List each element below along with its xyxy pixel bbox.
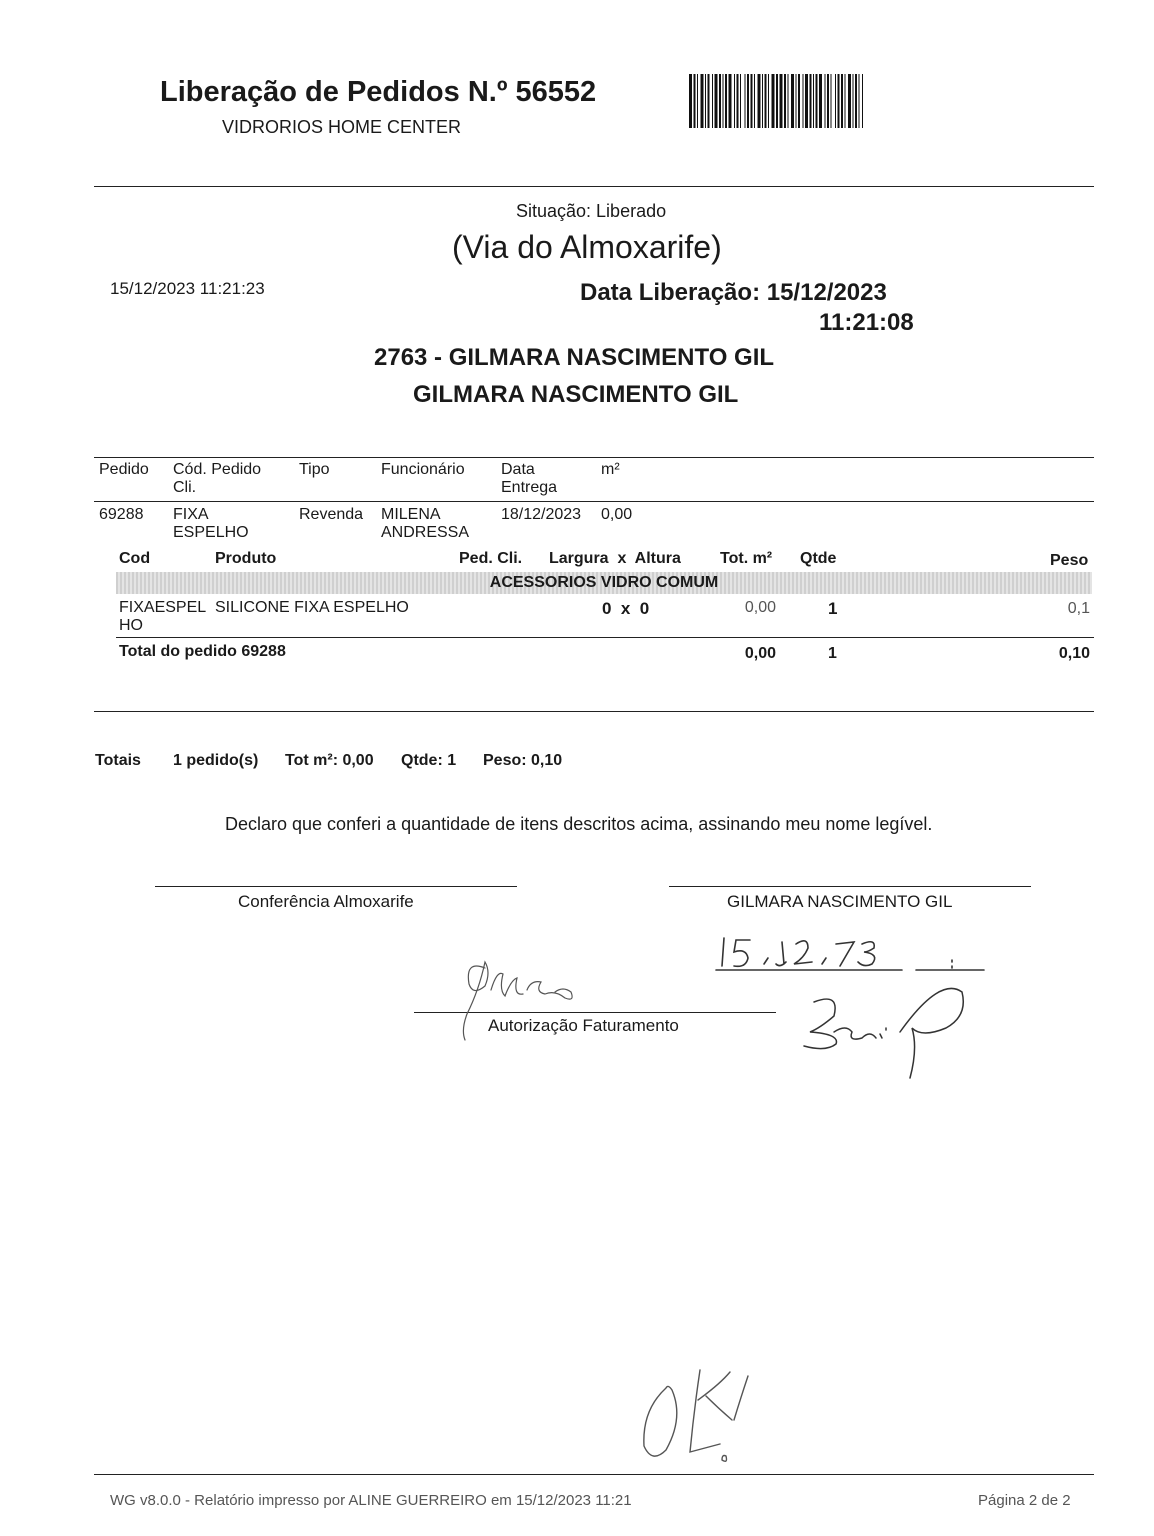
item-cod: FIXAESPEL [119, 599, 207, 616]
col-tipo: Tipo [299, 461, 330, 478]
cliente-code-name: 2763 - GILMARA NASCIMENTO GIL [374, 344, 775, 371]
footer-report-info: WG v8.0.0 - Relatório impresso por ALINE GUERREIRO em 15/12/2023 11:21 [110, 1492, 632, 1509]
col-cod-pedido-2: Cli. [173, 479, 197, 496]
row-cod: FIXA [173, 506, 209, 523]
handwritten-date-icon [712, 930, 992, 978]
group-header-bar [116, 572, 1092, 594]
company-name: VIDRORIOS HOME CENTER [222, 117, 462, 137]
totais-tot-m2: Tot m²: 0,00 [285, 752, 374, 769]
prod-col-peso: Peso [1050, 552, 1089, 569]
total-line [116, 637, 1094, 638]
handwritten-ok-icon [632, 1360, 782, 1470]
signature-label-cliente: GILMARA NASCIMENTO GIL [727, 892, 953, 911]
totais-peso: Peso: 0,10 [483, 752, 563, 769]
totais-qtde: Qtde: 1 [401, 752, 457, 769]
situacao-label: Situação: Liberado [516, 201, 667, 221]
col-data: Data [501, 461, 535, 478]
col-cod-pedido: Cód. Pedido [173, 461, 262, 478]
total-qtde: 1 [828, 645, 837, 662]
footer-divider [94, 1474, 1094, 1475]
divider-bottom [94, 711, 1094, 712]
prod-col-cod: Cod [119, 550, 151, 567]
row-m2: 0,00 [601, 506, 633, 523]
item-tot-m2: 0,00 [744, 599, 776, 616]
signature-label-almoxarife: Conferência Almoxarife [238, 892, 414, 911]
printed-timestamp: 15/12/2023 11:21:23 [110, 279, 265, 298]
table-header-line [94, 501, 1094, 502]
totais-pedidos: 1 pedido(s) [173, 752, 259, 769]
col-funcionario: Funcionário [381, 461, 465, 478]
col-data-2: Entrega [501, 479, 558, 496]
cliente-name: GILMARA NASCIMENTO GIL [413, 381, 739, 408]
total-peso: 0,10 [1058, 645, 1090, 662]
prod-col-produto: Produto [215, 550, 277, 567]
item-cod-2: HO [119, 617, 143, 634]
total-tot-m2: 0,00 [744, 645, 776, 662]
row-funcionario-2: ANDRESSA [381, 524, 470, 541]
footer-page-number: Página 2 de 2 [978, 1492, 1071, 1509]
group-label: ACESSORIOS VIDRO COMUM [489, 574, 719, 591]
declaration-text: Declaro que conferi a quantidade de itens descritos acima, assinando meu nome legível. [225, 814, 933, 834]
signature-line-cliente [669, 886, 1031, 887]
signature-cliente-icon [790, 972, 975, 1080]
prod-col-largura-altura: Largura x Altura [549, 550, 681, 567]
item-produto: SILICONE FIXA ESPELHO [215, 599, 409, 616]
prod-col-qtde: Qtde [800, 550, 837, 567]
signature-autorizacao-icon [445, 950, 595, 1050]
col-pedido: Pedido [99, 461, 149, 478]
document-title: Liberação de Pedidos N.º 56552 [160, 76, 597, 108]
barcode-icon [689, 74, 863, 128]
signature-line-almoxarife [155, 886, 517, 887]
row-data: 18/12/2023 [501, 506, 582, 523]
col-m2: m² [601, 461, 620, 478]
signature-label-autorizacao: Autorização Faturamento [488, 1016, 679, 1035]
data-liberacao: Data Liberação: 15/12/2023 [580, 279, 887, 306]
item-dims: 0 x 0 [602, 599, 650, 618]
table-top-line [94, 457, 1094, 458]
totais-label: Totais [95, 752, 141, 769]
row-funcionario: MILENA [381, 506, 441, 523]
row-tipo: Revenda [299, 506, 364, 523]
prod-col-tot-m2: Tot. m² [720, 550, 773, 567]
item-peso: 0,1 [1067, 600, 1090, 617]
item-qtde: 1 [828, 599, 838, 618]
via-label: (Via do Almoxarife) [452, 229, 722, 265]
total-label: Total do pedido 69288 [119, 643, 286, 660]
row-pedido: 69288 [99, 506, 144, 523]
data-liberacao-time: 11:21:08 [819, 309, 914, 336]
divider-top [94, 186, 1094, 187]
row-cod-2: ESPELHO [173, 524, 249, 541]
prod-col-ped-cli: Ped. Cli. [459, 550, 523, 567]
